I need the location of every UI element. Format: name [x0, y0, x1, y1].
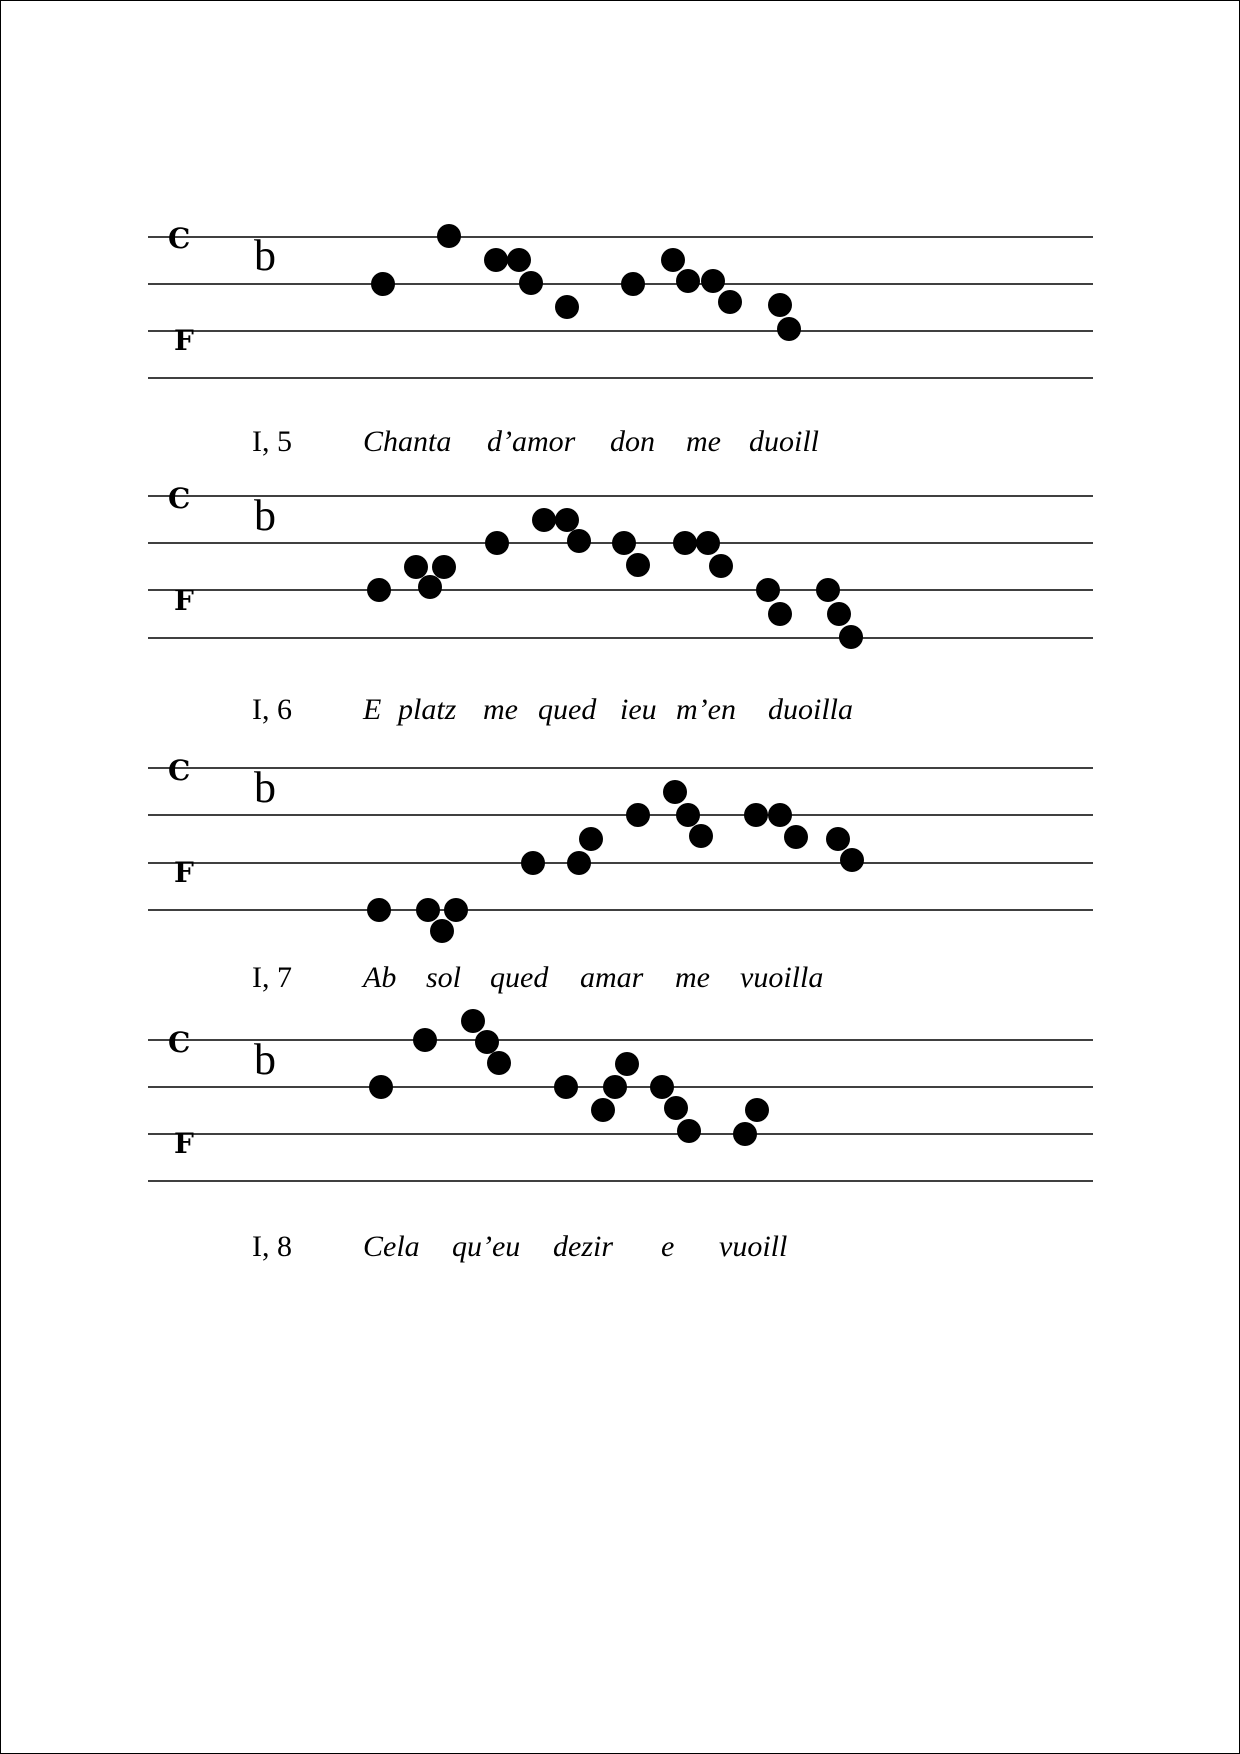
lyric-word: Chanta: [363, 425, 452, 458]
neume-note: [475, 1030, 499, 1054]
neume-note: [626, 803, 650, 827]
neume-note: [369, 1075, 393, 1099]
flat-sign: b: [254, 491, 276, 540]
neume-note: [579, 827, 603, 851]
neume-note: [416, 898, 440, 922]
neume-note: [487, 1051, 511, 1075]
lyric-word: vuoilla: [740, 961, 824, 994]
neume-note: [621, 272, 645, 296]
lyric-word: E: [363, 693, 382, 726]
neume-note: [430, 919, 454, 943]
neume-note: [519, 271, 543, 295]
neume-note: [733, 1122, 757, 1146]
neume-note: [418, 575, 442, 599]
neume-note: [663, 780, 687, 804]
neume-group: [369, 1009, 769, 1146]
neume-note: [437, 224, 461, 248]
neume-note: [664, 1096, 688, 1120]
c-clef: C: [168, 1026, 191, 1059]
neume-note: [718, 290, 742, 314]
lyric-word: duoilla: [768, 693, 854, 726]
neume-group: [367, 508, 863, 649]
lyric-word: amar: [580, 961, 644, 994]
neume-note: [709, 554, 733, 578]
lyric-word: d’amor: [487, 425, 576, 458]
neume-note: [521, 851, 545, 875]
c-clef: C: [168, 222, 191, 255]
lyric-word: dezir: [553, 1230, 613, 1263]
neume-note: [826, 827, 850, 851]
neume-note: [484, 248, 508, 272]
neume-note: [784, 825, 808, 849]
lyric-word: vuoill: [719, 1230, 788, 1263]
staff-3: [148, 754, 1093, 943]
neume-note: [777, 317, 801, 341]
neume-note: [756, 578, 780, 602]
lyric-word: duoill: [749, 425, 820, 458]
neume-group: [367, 780, 864, 943]
staff-2: [148, 482, 1093, 649]
f-clef: F: [174, 324, 194, 357]
neume-note: [612, 531, 636, 555]
neume-note: [444, 898, 468, 922]
neume-note: [673, 531, 697, 555]
neume-note: [485, 531, 509, 555]
neume-note: [461, 1009, 485, 1033]
neume-note: [701, 269, 725, 293]
neume-note: [626, 553, 650, 577]
neume-note: [839, 625, 863, 649]
neume-note: [555, 508, 579, 532]
neume-note: [367, 898, 391, 922]
neume-note: [840, 848, 864, 872]
f-clef: F: [174, 584, 194, 617]
neume-note: [827, 602, 851, 626]
lyric-line-4: [0, 1230, 1240, 1270]
neume-note: [677, 1119, 701, 1143]
neume-note: [615, 1052, 639, 1076]
neume-note: [768, 602, 792, 626]
flat-sign: b: [254, 763, 276, 812]
neume-group: [371, 224, 801, 341]
lyric-word: me: [483, 693, 518, 726]
lyric-word: Ab: [363, 961, 397, 994]
lyric-line-2: [0, 693, 1240, 733]
neume-note: [768, 803, 792, 827]
lyric-word: Cela: [363, 1230, 420, 1263]
line-number: I, 7: [252, 961, 292, 994]
neume-note: [554, 1075, 578, 1099]
neume-note: [768, 293, 792, 317]
neume-note: [661, 248, 685, 272]
staff-4: [148, 1009, 1093, 1181]
lyric-line-3: [0, 961, 1240, 1001]
lyric-word: me: [675, 961, 710, 994]
f-clef: F: [174, 856, 194, 889]
line-number: I, 5: [252, 425, 292, 458]
flat-sign: b: [254, 1035, 276, 1084]
lyric-word: qued: [490, 961, 549, 994]
c-clef: C: [168, 482, 191, 515]
c-clef: C: [168, 754, 191, 787]
line-number: I, 6: [252, 693, 292, 726]
neume-note: [404, 555, 428, 579]
neume-note: [689, 824, 713, 848]
neume-note: [676, 803, 700, 827]
neume-note: [696, 531, 720, 555]
f-clef: F: [174, 1127, 194, 1160]
lyric-word: platz: [398, 693, 457, 726]
neume-note: [507, 248, 531, 272]
lyric-word: ieu: [620, 693, 657, 726]
neume-note: [650, 1075, 674, 1099]
lyric-word: qu’eu: [452, 1230, 521, 1263]
neume-note: [591, 1098, 615, 1122]
lyric-line-1: [0, 425, 1240, 465]
neume-note: [745, 1098, 769, 1122]
neume-note: [367, 578, 391, 602]
lyric-word: m’en: [676, 693, 736, 726]
neume-note: [532, 508, 556, 532]
neume-note: [555, 295, 579, 319]
neume-note: [603, 1075, 627, 1099]
neume-note: [413, 1028, 437, 1052]
neume-note: [676, 269, 700, 293]
flat-sign: b: [254, 231, 276, 280]
line-number: I, 8: [252, 1230, 292, 1263]
neume-note: [816, 578, 840, 602]
neume-note: [371, 272, 395, 296]
lyric-word: qued: [538, 693, 597, 726]
neume-note: [432, 555, 456, 579]
neume-note: [567, 529, 591, 553]
staff-1: [148, 222, 1093, 378]
neume-note: [567, 851, 591, 875]
lyric-word: sol: [426, 961, 462, 994]
lyric-word: me: [686, 425, 721, 458]
lyric-word: e: [661, 1230, 675, 1263]
neume-note: [744, 803, 768, 827]
lyric-word: don: [610, 425, 655, 458]
